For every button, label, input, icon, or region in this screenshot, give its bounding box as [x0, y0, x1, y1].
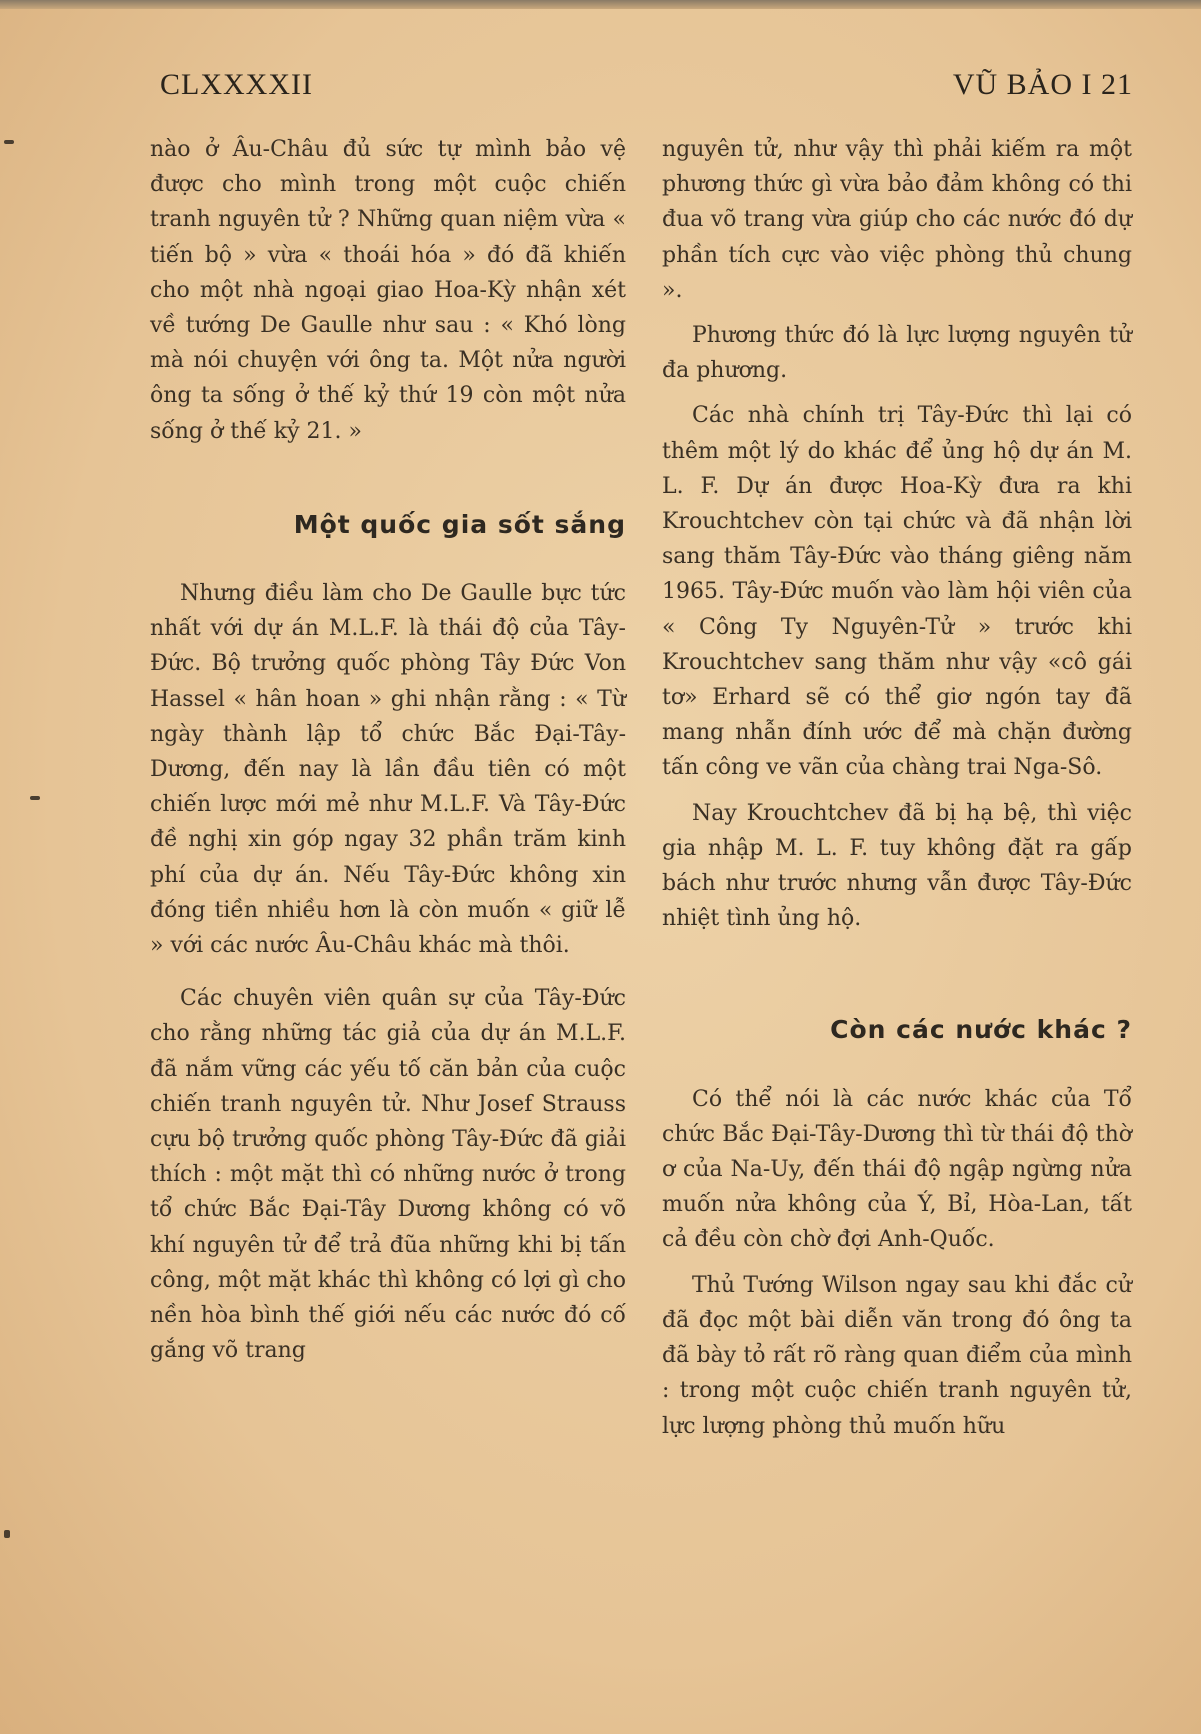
- left-paragraph-2: Nhưng điều làm cho De Gaulle bực tức nhất với dự án M.L.F. là thái độ của Tây-Đức. Bộ trưởng quốc phòng Tây Đức Von Hassel « hân hoan » ghi nhận rằng : « Từ ngày thành lập tổ chức Bắc Đại-Tây-Dương, đến nay là lần đầu tiên có một chiến lược mới mẻ như M.L.F. Và Tây-Đức đề nghị xin góp ngay 32 phần trăm kinh phí của dự án. Nếu Tây-Đức không xin đóng tiền nhiều hơn là còn muốn « giữ lễ » với các nước Âu-Châu khác mà thôi.: [150, 581, 626, 959]
- right-paragraph-1: nguyên tử, như vậy thì phải kiếm ra một phương thức gì vừa bảo đảm không có thi đua võ trang vừa giúp cho các nước đó dự phần tích cực vào việc phòng thủ chung ».: [662, 137, 1132, 303]
- right-paragraph-4: Nay Krouchtchev đã bị hạ bệ, thì việc gia nhập M. L. F. tuy không đặt ra gấp bách như trước nhưng vẫn được Tây-Đức nhiệt tình ủng hộ.: [662, 800, 1132, 932]
- left-column: [150, 132, 626, 1369]
- running-header-left: CLXXXXII: [160, 68, 313, 101]
- left-paragraph-1: nào ở Âu-Châu đủ sức tự mình bảo vệ được cho mình trong một cuộc chiến tranh nguyên tử ? Những quan niệm vừa « tiến bộ » vừa « thoái hóa » đó đã khiến cho một nhà ngoại giao Hoa-Kỳ nhận xét về tướng De Gaulle như sau : « Khó lòng mà nói chuyện với ông ta. Một nửa người ông ta sống ở thế kỷ thứ 19 còn một nửa sống ở thế kỷ 21. »: [150, 137, 626, 444]
- right-paragraph-6: Thủ Tướng Wilson ngay sau khi đắc cử đã đọc một bài diễn văn trong đó ông ta đã bày tỏ rất rõ ràng quan điểm của mình : trong một cuộc chiến tranh nguyên tử, lực lượng phòng thủ muốn hữu: [662, 1272, 1132, 1439]
- section-heading-cac-nuoc-khac: Còn các nước khác ?: [830, 1015, 1132, 1045]
- margin-mark: [30, 796, 40, 800]
- running-header-right: VŨ BẢO I 21: [952, 68, 1133, 101]
- right-paragraph-5: Có thể nói là các nước khác của Tổ chức Bắc Đại-Tây-Dương thì từ thái độ thờ ơ của Na-Uy, đến thái độ ngập ngừng nửa muốn nửa không của Ý, Bỉ, Hòa-Lan, tất cả đều còn chờ đợi Anh-Quốc.: [662, 1086, 1132, 1253]
- left-paragraph-3: Các chuyên viên quân sự của Tây-Đức cho rằng những tác giả của dự án M.L.F. đã nắm vững các yếu tố căn bản của cuộc chiến tranh nguyên tử. Như Josef Strauss cựu bộ trưởng quốc phòng Tây-Đức đã giải thích : một mặt thì có những nước ở trong tổ chức Bắc Đại-Tây Dương không có võ khí nguyên tử để trả đũa những khi bị tấn công, một mặt khác thì không có lợi gì cho nền hòa bình thế giới nếu các nước đó cố gắng võ trang: [150, 986, 626, 1364]
- margin-mark: [4, 1530, 10, 1538]
- section-heading-sot-sang: Một quốc gia sốt sắng: [293, 509, 626, 539]
- right-paragraph-3: Các nhà chính trị Tây-Đức thì lại có thêm một lý do khác để ủng hộ dự án M. L. F. Dự án được Hoa-Kỳ đưa ra khi Krouchtchev còn tại chức và đã nhận lời sang thăm Tây-Đức vào tháng giêng năm 1965. Tây-Đức muốn vào làm hội viên của « Công Ty Nguyên-Tử » trước khi Krouchtchev sang thăm như vậy «cô gái tơ» Erhard sẽ có thể giơ ngón tay đã mang nhẫn đính ước để mà chặn đường tấn công ve vãn của chàng trai Nga-Sô.: [662, 403, 1132, 781]
- page-top-edge: [0, 0, 1201, 9]
- right-paragraph-2: Phương thức đó là lực lượng nguyên tử đa phương.: [662, 323, 1132, 384]
- margin-mark: [4, 140, 14, 144]
- right-column: [662, 132, 1132, 1444]
